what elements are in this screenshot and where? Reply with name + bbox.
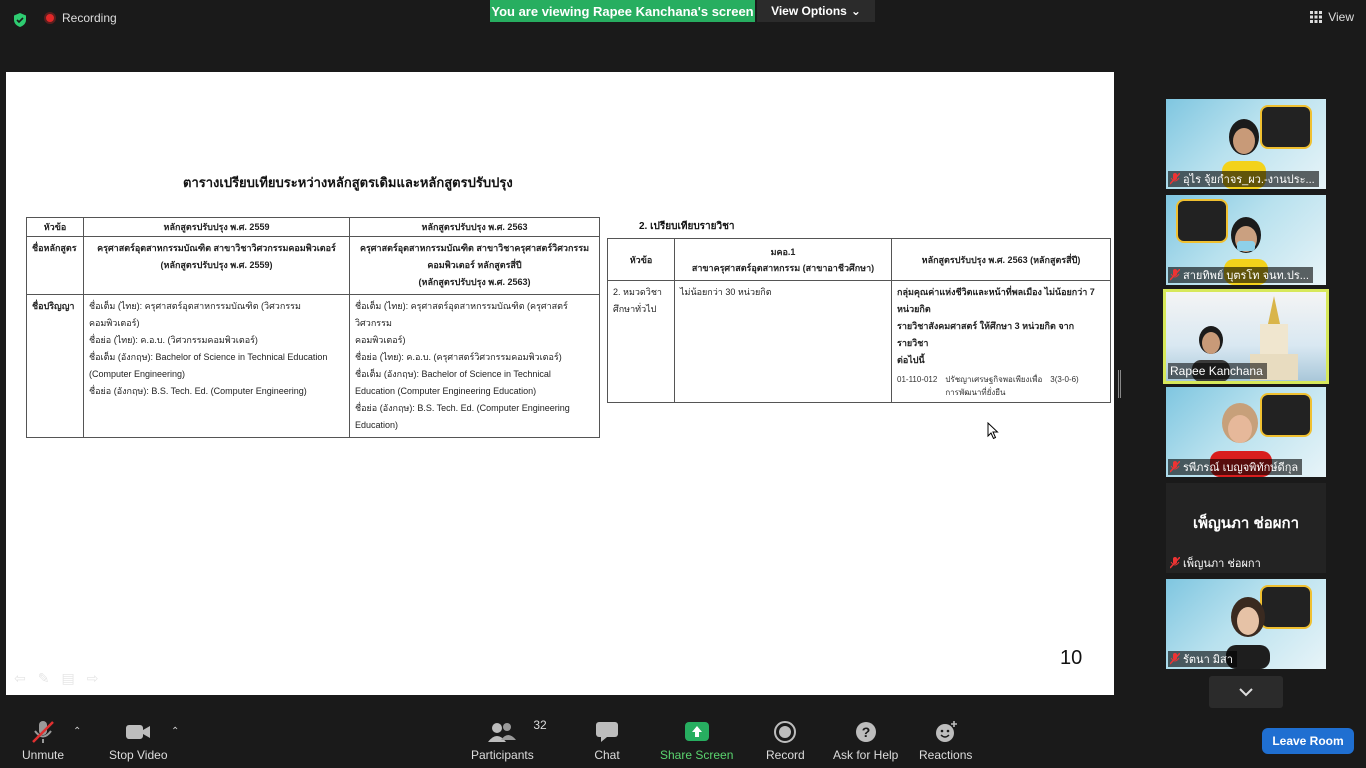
section-title: 2. เปรียบเทียบรายวิชา [639, 221, 735, 232]
course-name-line: การพัฒนาที่ยั่งยืน [945, 388, 1006, 397]
record-icon [770, 720, 800, 744]
video-tile-no-video[interactable] [1166, 483, 1326, 573]
share-screen-arrow-icon [682, 720, 712, 744]
cell-line: (Computer Engineering) [89, 369, 186, 379]
unmute-label: Unmute [22, 748, 65, 762]
microphone-muted-icon [28, 720, 58, 744]
slides-grid-icon[interactable]: ▤ [61, 670, 75, 686]
table-cell [892, 281, 1111, 403]
participant-name: Rapee Kanchana [1170, 364, 1263, 378]
participant-name: สายทิพย์ บุตรโท จนท.ปร... [1183, 270, 1309, 282]
cell-line: หน่วยกิต [897, 304, 931, 314]
reactions-label: Reactions [919, 748, 973, 762]
participants-button[interactable] [471, 718, 547, 762]
video-camera-icon [123, 720, 153, 744]
pen-icon[interactable]: ✎ [37, 670, 50, 686]
participants-label: Participants [471, 748, 534, 762]
cell-line: ชื่อย่อ (อังกฤษ): B.S. Tech. Ed. (Computer Engineering [355, 403, 570, 413]
view-options-button[interactable] [757, 0, 875, 22]
table-header-cell [675, 239, 892, 281]
chat-button[interactable] [592, 720, 622, 762]
security-shield-icon[interactable] [12, 12, 28, 28]
video-options-caret-icon[interactable]: ⌃ [171, 726, 180, 737]
cell-line: ชื่อเต็ม (อังกฤษ): Bachelor of Science in Technical [355, 369, 551, 379]
help-question-icon [851, 720, 881, 744]
recording-dot-icon [44, 12, 56, 24]
table-cell [350, 295, 600, 438]
participant-name-label [1168, 651, 1237, 667]
row-label: ชื่อหลักสูตร [27, 237, 84, 295]
cell-line: Education) [355, 420, 399, 430]
meeting-toolbar [0, 712, 1366, 768]
video-tile[interactable] [1166, 195, 1326, 285]
cell-line: คอมพิวเตอร์ หลักสูตรสี่ปี [427, 260, 522, 270]
participant-name-label [1168, 555, 1265, 571]
cell-line: Education (Computer Engineering Education) [355, 386, 537, 396]
smiley-reaction-icon [931, 720, 961, 744]
cell-line: มคอ.1 [770, 246, 796, 257]
stop-video-label: Stop Video [109, 748, 168, 762]
recording-label: Recording [62, 11, 117, 25]
video-tile[interactable] [1166, 579, 1326, 669]
cell-line: ชื่อย่อ (ไทย): ค.อ.บ. (วิศวกรรมคอมพิวเตอร์) [89, 335, 258, 345]
view-button[interactable] [1310, 10, 1354, 24]
cell-line: (หลักสูตรปรับปรุง พ.ศ. 2563) [418, 277, 531, 287]
prev-slide-icon[interactable]: ⇦ [14, 670, 26, 686]
table-header-cell: หลักสูตรปรับปรุง พ.ศ. 2563 (หลักสูตรสี่ปี) [892, 239, 1111, 281]
cell-line: ครุศาสตร์อุตสาหกรรมบัณฑิต สาขาวิชาวิศวกรรมคอมพิวเตอร์ [97, 243, 336, 253]
cell-line: ชื่อเต็ม (อังกฤษ): Bachelor of Science in Technical Education [89, 352, 328, 362]
course-name [945, 373, 1042, 399]
chevron-down-icon [1239, 687, 1253, 697]
course-code: 01-110-012 [897, 375, 938, 384]
participant-name-label [1168, 171, 1319, 187]
video-tile[interactable] [1166, 99, 1326, 189]
comparison-table-program [26, 217, 600, 438]
table-cell [350, 237, 600, 295]
viewing-screen-banner: You are viewing Rapee Kanchana's screen [490, 0, 755, 22]
participant-name-label [1168, 363, 1267, 379]
shared-screen[interactable] [6, 72, 1114, 695]
course-credit: 3(3-0-6) [1050, 375, 1079, 384]
reactions-button[interactable] [919, 720, 972, 762]
table-cell [608, 281, 675, 403]
participant-name: อุไร จุ้ยกำจร_ผว.-งานประ... [1183, 174, 1315, 186]
ask-for-help-button[interactable] [833, 720, 898, 762]
comparison-table-courses [607, 238, 1111, 403]
ask-for-help-label: Ask for Help [833, 748, 899, 762]
table-cell: ไม่น้อยกว่า 30 หน่วยกิต [675, 281, 892, 403]
view-options-label: View Options [771, 4, 847, 18]
slide-navigation [14, 670, 98, 687]
view-label: View [1328, 10, 1354, 24]
record-button[interactable] [766, 720, 805, 762]
document-title: ตารางเปรียบเทียบระหว่างหลักสูตรเดิมและหลักสูตรปรับปรุง [183, 175, 513, 190]
recording-indicator[interactable] [44, 11, 117, 25]
table-row [27, 295, 600, 438]
cell-line: ชื่อย่อ (อังกฤษ): B.S. Tech. Ed. (Computer Engineering) [89, 386, 307, 396]
grid-view-icon [1310, 11, 1322, 23]
cell-line: กลุ่มคุณค่าแห่งชีวิตและหน้าที่พลเมือง ไม่น้อยกว่า 7 [897, 287, 1095, 297]
unmute-button[interactable] [22, 720, 64, 762]
video-tile-active-speaker[interactable] [1163, 289, 1329, 384]
cell-line: (หลักสูตรปรับปรุง พ.ศ. 2559) [160, 260, 273, 270]
table-row [27, 237, 600, 295]
stop-video-button[interactable] [109, 720, 168, 762]
cell-line: 2. หมวดวิชา [613, 287, 662, 297]
table-row [608, 281, 1111, 403]
cell-line: ศึกษาทั่วไป [613, 304, 657, 314]
participant-name-label [1168, 459, 1302, 475]
video-tile[interactable] [1166, 387, 1326, 477]
course-name-line: ปรัชญาเศรษฐกิจพอเพียงเพื่อ [945, 375, 1043, 384]
table-cell [84, 237, 350, 295]
participants-icon [487, 720, 517, 744]
participant-display-name: เพ็ญนภา ช่อผกา [1192, 515, 1299, 532]
chat-bubble-icon [592, 720, 622, 744]
mic-muted-icon [1170, 653, 1180, 665]
chevron-down-icon: ⌄ [850, 4, 861, 18]
mouse-cursor-icon [987, 422, 999, 440]
table-header-cell: หลักสูตรปรับปรุง พ.ศ. 2559 [84, 218, 350, 237]
cell-line: ครุศาสตร์อุตสาหกรรมบัณฑิต สาขาวิชาครุศาสตร์วิศวกรรม [359, 243, 590, 253]
table-header-row [27, 218, 600, 237]
cell-line: รายวิชาสังคมศาสตร์ ให้ศึกษา 3 หน่วยกิต จากรายวิชา [897, 321, 1075, 348]
cell-line: คอมพิวเตอร์) [355, 335, 406, 345]
row-label: ชื่อปริญญา [27, 295, 84, 438]
scroll-participants-down-button[interactable] [1209, 676, 1283, 708]
record-label: Record [766, 748, 805, 762]
participant-name: รพีภรณ์ เบญจพิทักษ์ดีกุล [1183, 462, 1299, 474]
table-cell [84, 295, 350, 438]
table-header-cell: หัวข้อ [608, 239, 675, 281]
mic-muted-icon [1170, 557, 1180, 569]
table-header-row [608, 239, 1111, 281]
cell-line: ชื่อเต็ม (ไทย): ครุศาสตร์อุตสาหกรรมบัณฑิต (วิศวกรรมคอมพิวเตอร์) [89, 301, 301, 328]
chat-label: Chat [594, 748, 620, 762]
svg-text:?: ? [861, 724, 870, 740]
course-entry [897, 373, 1105, 399]
table-header-cell: หลักสูตรปรับปรุง พ.ศ. 2563 [350, 218, 600, 237]
mic-muted-icon [1170, 269, 1180, 281]
cell-line: สาขาครุศาสตร์อุตสาหกรรม (สาขาอาชีวศึกษา) [691, 262, 875, 273]
next-slide-icon[interactable]: ⇨ [86, 670, 99, 686]
share-screen-button[interactable] [660, 720, 733, 762]
participants-count-badge: 32 [533, 718, 547, 732]
cell-line: ต่อไปนี้ [897, 355, 925, 365]
mic-muted-icon [1170, 461, 1180, 473]
participant-name: รัตนา มิสา [1183, 654, 1233, 666]
leave-room-button[interactable]: Leave Room [1262, 728, 1354, 754]
participant-name-label [1168, 267, 1313, 283]
mic-muted-icon [1170, 173, 1180, 185]
cell-line: ชื่อย่อ (ไทย): ค.อ.บ. (ครุศาสตร์วิศวกรรมคอมพิวเตอร์) [355, 352, 562, 362]
panel-resize-handle[interactable] [1118, 370, 1121, 398]
table-header-cell: หัวข้อ [27, 218, 84, 237]
share-screen-label: Share Screen [660, 748, 734, 762]
participant-name: เพ็ญนภา ช่อผกา [1183, 558, 1261, 570]
cell-line: ชื่อเต็ม (ไทย): ครุศาสตร์อุตสาหกรรมบัณฑิต (ครุศาสตร์วิศวกรรม [355, 301, 568, 328]
participants-icon-wrap [487, 718, 547, 744]
page-number: 10 [1060, 647, 1083, 669]
audio-options-caret-icon[interactable]: ⌃ [73, 726, 82, 737]
